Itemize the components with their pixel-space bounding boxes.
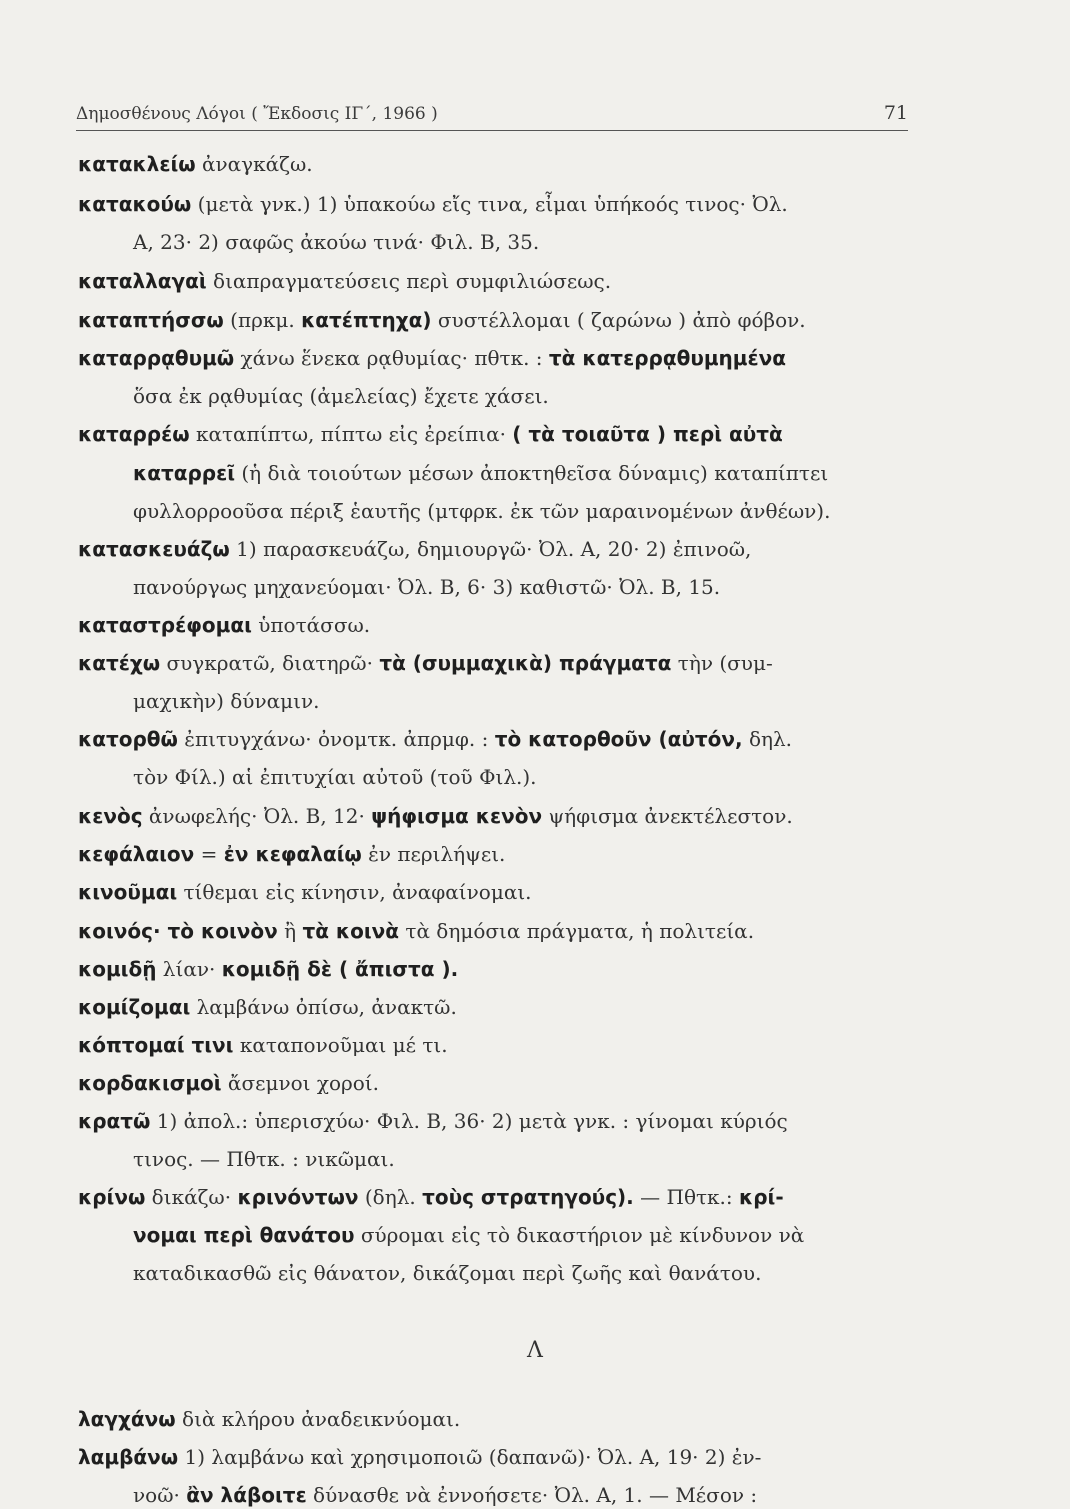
entry-line: [78, 955, 458, 983]
headword: κομίζομαι: [78, 995, 191, 1019]
headword: καταρρέω: [78, 422, 190, 446]
gloss-text: πανούργως μηχανεύομαι· Ὀλ. Β, 6· 3) καθιστῶ· Ὀλ. Β, 15.: [133, 575, 721, 599]
entry-line: [78, 1405, 460, 1433]
entry-line: [78, 1443, 761, 1471]
entry-line: [78, 190, 788, 218]
bold-phrase: κρινόντων: [237, 1185, 359, 1209]
headword: καταρρᾳθυμῶ: [78, 346, 235, 370]
entry-line: [78, 878, 532, 906]
gloss-text: (ἡ διὰ τοιούτων μέσων ἀποκτηθεῖσα δύναμις) καταπίπτει: [235, 461, 829, 485]
headword: κατακούω: [78, 192, 192, 216]
entry-continuation-line: [133, 1259, 761, 1287]
gloss-text: μαχικὴν) δύναμιν.: [133, 689, 320, 713]
gloss-text: ὅσα ἐκ ρᾳθυμίας (ἀμελείας) ἔχετε χάσει.: [133, 384, 549, 408]
entry-continuation-line: [133, 1145, 395, 1173]
entry-line: [78, 649, 773, 677]
bold-phrase: τὰ κατερρᾳθυμημένα: [548, 346, 786, 370]
gloss-text: καταπονοῦμαι μέ τι.: [233, 1033, 448, 1057]
bold-phrase: τὰ (συμμαχικὰ) πράγματα: [379, 651, 672, 675]
entry-line: [78, 420, 783, 448]
bold-phrase: ( τὰ τοιαῦτα ) περὶ αὐτὰ: [512, 422, 783, 446]
headword: λαμβάνω: [78, 1445, 179, 1469]
bold-phrase: καταρρεῖ: [133, 461, 236, 485]
section-letter: [0, 1337, 1070, 1365]
entry-line: [78, 306, 806, 334]
gloss-text: τὸν Φίλ.) αἱ ἐπιτυχίαι αὐτοῦ (τοῦ Φιλ.).: [133, 765, 537, 789]
gloss-text: 1) ἀπολ.: ὑπερισχύω· Φιλ. Β, 36· 2) μετὰ γνκ. : γίνομαι κύριός: [150, 1109, 788, 1133]
gloss-text: συστέλλομαι ( ζαρώνω ) ἀπὸ φόβον.: [431, 308, 806, 332]
gloss-text: — Πθτκ.:: [633, 1185, 740, 1209]
entry-continuation-line: [133, 687, 319, 715]
gloss-text: =: [194, 842, 224, 866]
entry-line: [78, 917, 754, 945]
entry-line: [78, 802, 793, 830]
bold-phrase: κρί-: [739, 1185, 784, 1209]
gloss-text: τὴν (συμ-: [671, 651, 773, 675]
gloss-text: δικάζω·: [145, 1185, 238, 1209]
bold-phrase: νομαι περὶ θανάτου: [133, 1223, 355, 1247]
bold-phrase: ψήφισμα κενὸν: [371, 804, 543, 828]
gloss-text: λίαν·: [156, 957, 222, 981]
bold-phrase: κατέπτηχα): [301, 308, 432, 332]
gloss-text: τινος. — Πθτκ. : νικῶμαι.: [133, 1147, 395, 1171]
entry-continuation-line: [133, 763, 537, 791]
gloss-text: 1) παρασκευάζω, δημιουργῶ· Ὀλ. Α, 20· 2) ἐπινοῶ,: [229, 537, 752, 561]
entry-continuation-line: [133, 497, 830, 525]
entry-continuation-line: [133, 573, 720, 601]
gloss-text: συγκρατῶ, διατηρῶ·: [160, 651, 380, 675]
entry-line: [78, 993, 457, 1021]
bold-phrase: τοὺς στρατηγούς).: [422, 1185, 634, 1209]
bold-phrase: ἂν λάβοιτε: [186, 1483, 307, 1507]
bold-phrase: ἐν κεφαλαίῳ: [223, 842, 362, 866]
headword: κατορθῶ: [78, 727, 178, 751]
gloss-text: (πρκμ.: [223, 308, 302, 332]
header-title: Δημοσθένους Λόγοι ( Ἔκδοσις ΙΓ΄, 1966 ): [76, 104, 438, 124]
entry-line: [78, 1069, 379, 1097]
gloss-text: διαπραγματεύσεις περὶ συμφιλιώσεως.: [206, 269, 612, 293]
gloss-text: ψήφισμα ἀνεκτέλεστον.: [542, 804, 793, 828]
entry-line: [78, 267, 611, 295]
headword: κεφάλαιον: [78, 842, 195, 866]
gloss-text: ἄσεμνοι χοροί.: [221, 1071, 380, 1095]
bold-phrase: τὸ κατορθοῦν (αὐτόν,: [494, 727, 743, 751]
bold-phrase: κομιδῇ δὲ ( ἄπιστα ).: [221, 957, 459, 981]
gloss-text: φυλλορροοῦσα πέριξ ἑαυτῆς (μτφρκ. ἐκ τῶν μαραινομένων ἀνθέων).: [133, 499, 831, 523]
headword: κορδακισμοὶ: [78, 1071, 222, 1095]
bold-phrase: τὸ κοινὸν: [160, 919, 278, 943]
entry-line: [78, 1183, 784, 1211]
entry-line: [78, 611, 370, 639]
gloss-text: καταπίπτω, πίπτω εἰς ἐρείπια·: [189, 422, 513, 446]
gloss-text: ἢ: [277, 919, 303, 943]
gloss-text: ἀναγκάζω.: [195, 152, 313, 176]
gloss-text: καταδικασθῶ εἰς θάνατον, δικάζομαι περὶ ζωῆς καὶ θανάτου.: [133, 1261, 762, 1285]
headword: κενὸς: [78, 804, 143, 828]
headword: καταστρέφομαι: [78, 613, 252, 637]
bold-phrase: τὰ κοινὰ: [302, 919, 400, 943]
entry-line: [78, 344, 786, 372]
gloss-text: ὑποτάσσω.: [251, 613, 371, 637]
gloss-text: ἐν περιλήψει.: [361, 842, 506, 866]
headword: καταλλαγαὶ: [78, 269, 207, 293]
entry-line: [78, 1031, 448, 1059]
headword: κατασκευάζω: [78, 537, 230, 561]
entry-continuation-line: [133, 1221, 804, 1249]
entry-continuation-line: [133, 459, 828, 487]
gloss-text: ἐπιτυγχάνω· ὀνομτκ. ἀπρμφ. :: [177, 727, 495, 751]
headword: κρίνω: [78, 1185, 146, 1209]
entry-continuation-line: [133, 1481, 757, 1509]
page-number: 71: [883, 102, 908, 124]
headword: κατακλείω: [78, 152, 196, 176]
gloss-text: λαμβάνω ὀπίσω, ἀνακτῶ.: [190, 995, 457, 1019]
gloss-text: τίθεμαι εἰς κίνησιν, ἀναφαίνομαι.: [177, 880, 532, 904]
headword: κομιδῇ: [78, 957, 157, 981]
headword: λαγχάνω: [78, 1407, 176, 1431]
gloss-text: διὰ κλήρου ἀναδεικνύομαι.: [175, 1407, 461, 1431]
headword: κατέχω: [78, 651, 161, 675]
headword: κινοῦμαι: [78, 880, 178, 904]
entry-continuation-line: [133, 228, 539, 256]
gloss-text: σύρομαι εἰς τὸ δικαστήριον μὲ κίνδυνον νὰ: [354, 1223, 805, 1247]
headword: κρατῶ: [78, 1109, 151, 1133]
gloss-text: νοῶ·: [133, 1483, 187, 1507]
gloss-text: δηλ.: [742, 727, 793, 751]
gloss-text: δύνασθε νὰ ἐννοήσετε· Ὀλ. Α, 1. — Μέσον :: [306, 1483, 758, 1507]
headword: κόπτομαί τινι: [78, 1033, 234, 1057]
gloss-text: Α, 23· 2) σαφῶς ἀκούω τινά· Φιλ. Β, 35.: [133, 230, 540, 254]
gloss-text: τὰ δημόσια πράγματα, ἡ πολιτεία.: [399, 919, 755, 943]
running-header: [76, 100, 908, 131]
headword: κοινός·: [78, 919, 161, 943]
headword: καταπτήσσω: [78, 308, 224, 332]
entry-line: [78, 150, 313, 178]
entry-line: [78, 535, 751, 563]
gloss-text: (δηλ.: [358, 1185, 423, 1209]
entry-continuation-line: [133, 382, 549, 410]
gloss-text: 1) λαμβάνω καὶ χρησιμοποιῶ (δαπανῶ)· Ὀλ. Α, 19· 2) ἐν-: [178, 1445, 762, 1469]
gloss-text: χάνω ἕνεκα ρᾳθυμίας· πθτκ. :: [234, 346, 549, 370]
entry-line: [78, 1107, 788, 1135]
entry-line: [78, 725, 792, 753]
gloss-text: Λ: [527, 1338, 543, 1363]
gloss-text: (μετὰ γνκ.) 1) ὑπακούω εἴς τινα, εἶμαι ὑπήκοός τινος· Ὀλ.: [191, 192, 788, 216]
gloss-text: ἀνωφελής· Ὀλ. Β, 12·: [142, 804, 372, 828]
entry-line: [78, 840, 505, 868]
